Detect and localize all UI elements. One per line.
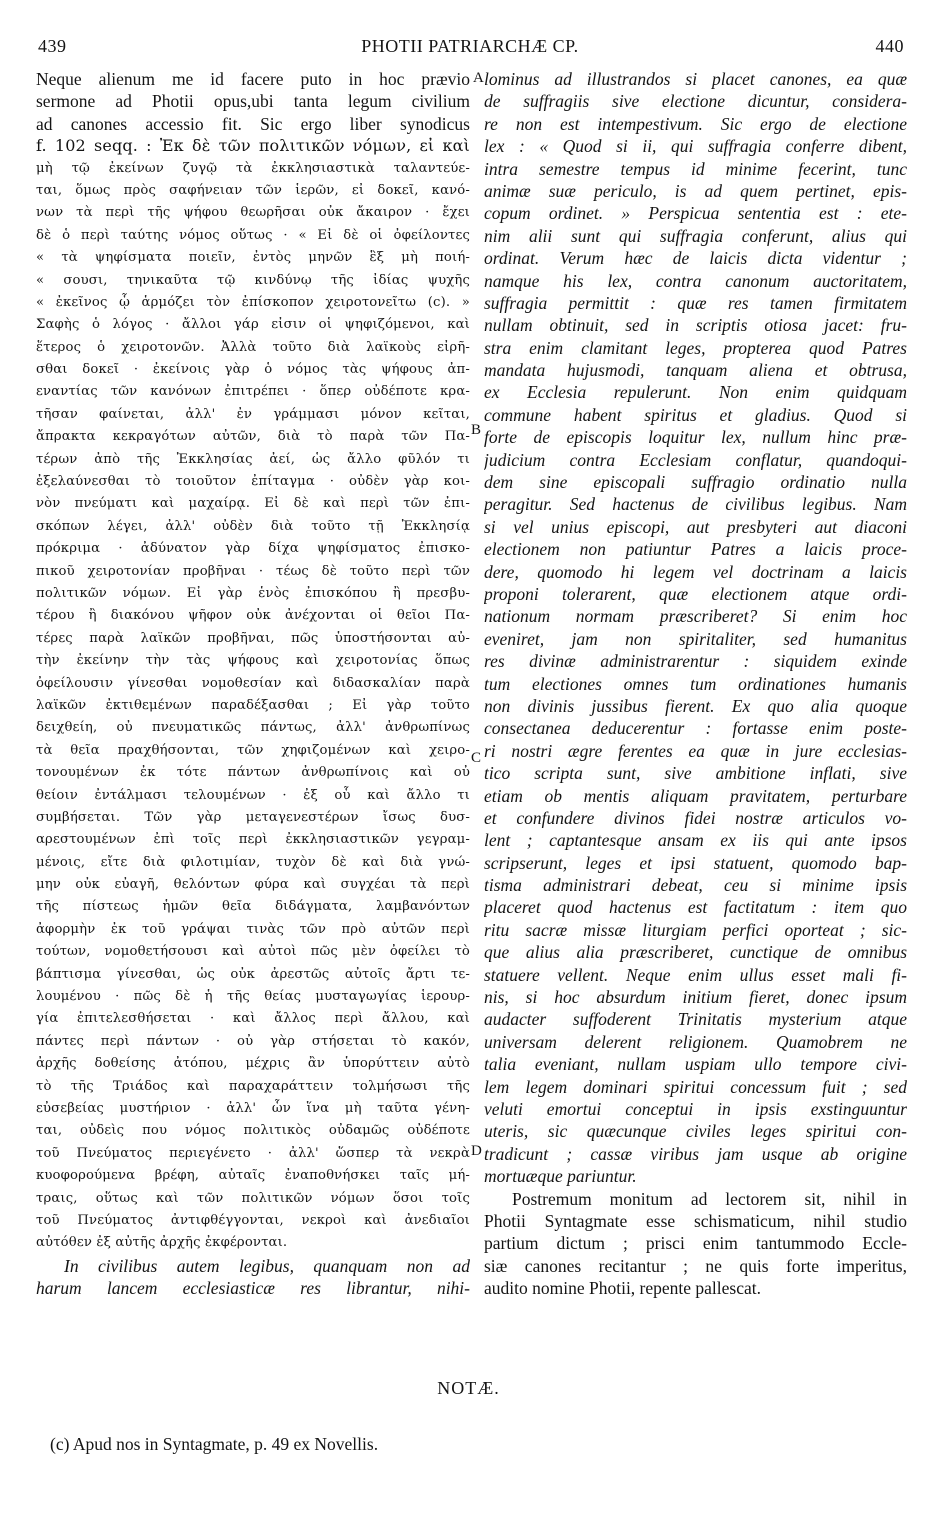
text-line: συμβήσεται. Τῶν γὰρ μεταγενεστέρων ἴσως δυσ- <box>36 809 470 825</box>
page-header <box>36 36 904 62</box>
text-line: τέρων ἀπὸ τῆς Ἐκκλησίας ἀεί, ὡς ἄλλο φῦλόν τι <box>36 451 470 467</box>
text-line: judicium contra Ecclesiam conflatur, quandoqui- <box>484 449 907 470</box>
text-line: Σαφὴς ὁ λόγος · ἄλλοι γάρ εἰσιν οἱ ψηφιζόμενοι, καὶ <box>36 317 470 333</box>
text-line: universam delerent religionem. Quamobrem ne <box>484 1031 907 1052</box>
text-line: nullam obtinuit, sed in scriptis otiosa jacet: fru- <box>484 315 907 336</box>
text-line: tum electiones omnes tum ordinationes humanis <box>484 673 907 694</box>
text-line: βάπτισμα γίνεσθαι, ὡς οὐκ ἀρεστῶς αὐτοῖς ἄρτι τε- <box>36 966 470 982</box>
text-line: τονουμένων ἐκ τότε πάντων ἀνθρωπίνοις καὶ οὐ <box>36 765 470 781</box>
text-line: mortuæque pariuntur. <box>484 1166 637 1187</box>
text-line: nis, si hoc absurdum initium fieret, donec ipsum <box>484 987 907 1008</box>
text-line: tradicunt ; cassæ viribus jam usque ab origine <box>484 1143 907 1164</box>
text-line: ται, ὅμως πρὸς σαφήνειαν τῶν ἱερῶν, εἰ δοκεῖ, κανό- <box>36 182 470 198</box>
text-line: proponi tolerarent, quæ electionem atque ordi- <box>484 583 907 604</box>
text-line: harum lancem ecclesiasticæ res librantur, nihi- <box>36 1278 470 1299</box>
text-line: veluti emortui conceptui in ipsis exstinguuntur <box>484 1098 907 1119</box>
text-line: τοῦ Πνεύματος περιεγένετο · ἀλλ' ὥσπερ τὰ νεκρὰ <box>36 1145 470 1161</box>
text-line: lem legem dominari spiritui concessum fuit ; sed <box>484 1076 907 1097</box>
margin-marker-d: D <box>471 1143 482 1159</box>
text-line: eveniret, jam non spiritaliter, sed humanitus <box>484 628 907 649</box>
text-line: Photii Syntagmate esse schismaticum, nihil studio <box>484 1210 907 1231</box>
text-line: ex Ecclesia repulerunt. Non enim quidquam <box>484 382 907 403</box>
text-line: partium dictum ; prisci enim tantummodo Eccle- <box>484 1233 907 1254</box>
text-line: πάντες περὶ πάντων · οὐ γὰρ στήσεται τὸ κακόν, <box>36 1033 470 1049</box>
text-line: lex : « Quod si ii, qui suffragia conferre dibent, <box>484 136 907 157</box>
text-line: μένοις, εἴτε διὰ φιλοτιμίαν, τυχὸν δὲ καὶ διὰ γνώ- <box>36 854 470 870</box>
text-line: « σουσι, τηνικαῦτα τῷ κινδύνῳ τῆς ἰδίας ψυχῆς <box>36 272 470 288</box>
text-line: suffragia permittit : quæ res tamen firmitatem <box>484 292 907 313</box>
text-line: τέρες παρὰ λαϊκῶν προβῆναι, πῶς ὑποστήσονται αὐ- <box>36 630 470 646</box>
text-line: τὰ θεῖα πραχθήσονται, τῶν χηφιζομένων καὶ χειρο- <box>36 742 470 758</box>
text-line: σθαι δοκεῖ · ἐκείνοις γὰρ ὁ νόμος τὰς ψήφους ἀπ- <box>36 362 470 378</box>
text-line: ἀφορμὴν ἐκ τοῦ γράψαι τινὰς τῶν πρὸ αὐτῶν περὶ <box>36 921 470 937</box>
text-line: f. 102 seqq. : Ἐκ δὲ τῶν πολιτικῶν νόμων, εἰ καὶ <box>36 136 470 156</box>
margin-marker-a: A <box>473 70 484 86</box>
text-line: que alius alia præscriberet, cunctique de omnibus <box>484 942 907 963</box>
text-line: peragitur. Sed hactenus de civilibus legibus. Nam <box>484 494 907 515</box>
text-line: nationum normam præscriberet? Si enim hoc <box>484 606 907 627</box>
text-line: τῆσαν φαίνεται, ἀλλ' ἐν γράμμασι μόνον κεῖται, <box>36 406 470 422</box>
text-line: talia eveniant, nullam uspiam ullo tempore civi- <box>484 1054 907 1075</box>
text-line: τῆς πίστεως ἡμῶν θεῖα διδάγματα, λαμβανόντων <box>36 899 470 915</box>
text-line: mandata hujusmodi, tanquam aliena et obtrusa, <box>484 360 907 381</box>
text-line: de suffragiis sive electione dicuntur, considera- <box>484 91 907 112</box>
footnote-c: (c) Apud nos in Syntagmate, p. 49 ex Novellis. <box>50 1434 379 1454</box>
text-line: ad canones accessio fit. Sic ergo liber synodicus <box>36 113 470 134</box>
text-line: animæ suæ periculo, is ad quem pertinet, epis- <box>484 180 907 201</box>
text-line: « ἐκεῖνος ᾧ ἁρμόζει τὸν ἐπίσκοπον χειροτονεῖτω (c). » <box>36 294 470 310</box>
text-line: λουμένου · πῶς δὲ ἡ τῆς θείας μυσταγωγίας ἱερουρ- <box>36 989 470 1005</box>
right-column <box>484 68 907 1299</box>
text-line: audacter suffoderent Trinitatis mysterium atque <box>484 1009 907 1030</box>
text-line: intra semestre tempus id minime fecerint, tunc <box>484 158 907 179</box>
text-line: consectanea deducerentur : fortasse enim poste- <box>484 718 907 739</box>
text-line: Neque alienum me id facere puto in hoc prævio <box>36 69 470 89</box>
text-line: electionem non patiuntur Patres a laicis proce- <box>484 539 907 560</box>
text-line: εὐσεβείας μυστήριον · ἀλλ' ὧν ἵνα μὴ ταῦτα γένη- <box>36 1100 470 1116</box>
text-line: dem sine episcopali suffragio ordinatio nulla <box>484 472 907 493</box>
text-line: non divinis jussibus fierent. Ex quo alia quoque <box>484 695 907 716</box>
text-line: πολιτικῶν νόμων. Εἰ γὰρ ἑνὸς ἐπισκόπου ἢ πρεσβυ- <box>36 585 470 601</box>
text-line: ritu sacræ missæ liturgiam perfici oporteat ; sic- <box>484 919 907 940</box>
text-line: tisma administrari debeat, ceu si minime ipsis <box>484 875 907 896</box>
text-line: ὀφείλουσιν γίνεσθαι νομοθεσίαν καὶ διδασκαλίαν παρὰ <box>36 675 470 691</box>
text-line: siæ canones recitantur ; ne quis forte imperitus, <box>484 1255 907 1276</box>
text-line: εναντίας τῶν κανόνων ἐπιτρέπει · ὅπερ οὐδέποτε κρα- <box>36 384 470 400</box>
margin-marker-c: C <box>471 750 482 766</box>
text-line: namque his lex, contra canonum auctoritatem, <box>484 270 907 291</box>
notes-heading: NOTÆ. <box>437 1378 500 1398</box>
text-line: τὸ τῆς Τριάδος καὶ παραχαράττειν τολμήσωσι τῆς <box>36 1078 470 1094</box>
page-number-right: 440 <box>875 36 904 56</box>
text-line: scripserunt, leges et ipsi statuent, quomodo bap- <box>484 852 907 873</box>
text-line: αρεστουμένων ἐπὶ τοῖς περὶ ἐκκλησιαστικῶν γεγραμ- <box>36 832 470 848</box>
text-line: νὸν πνεύματι καὶ μαχαίρᾳ. Εἰ δὲ καὶ περὶ τῶν ἐπι- <box>36 496 470 512</box>
text-line: In civilibus autem legibus, quanquam non ad <box>64 1255 470 1276</box>
text-line: lominus ad illustrandos si placet canones, ea quæ <box>484 69 907 89</box>
text-line: θείοιν ἐντάλμασι τελουμένων · ἐξ οὗ καὶ ἄλλο τι <box>36 787 470 803</box>
text-line: uteris, sic quæcunque civiles leges spiritui con- <box>484 1121 907 1142</box>
text-line: lent ; captantesque ansam ex iis qui ante ipsos <box>484 830 907 851</box>
text-line: νων τὰ περὶ τῆς ψήφου θεωρῆσαι οὐκ ἄκαιρον · ἔχει <box>36 205 470 221</box>
text-line: τέρου ἢ διακόνου ψῆφον οὐκ ἀνέχονται οἱ θεῖοι Πα- <box>36 608 470 624</box>
running-title: PHOTII PATRIARCHÆ CP. <box>361 36 579 56</box>
text-line: si vel unius episcopi, aut presbyteri aut diaconi <box>484 516 907 537</box>
text-line: τούτων, νομοθετήσουσι καὶ αὐτοὶ πῶς μὲν ὀφείλει τὸ <box>36 944 470 960</box>
text-line: τοῦ Πνεύματος ἀντιφθέγγονται, νεκροὶ καὶ ἀνεδιαῖοι <box>36 1212 470 1228</box>
text-line: etiam ob mentis aliquam pravitatem, perturbare <box>484 785 907 806</box>
text-line: μὴ τῷ ἐκείνων ζυγῷ τὰ ἐκκλησιαστικὰ ταλαντεύε- <box>36 160 470 176</box>
text-line: ἕτερος ὁ χειροτονῶν. Ἀλλὰ τοῦτο διὰ λαϊκοὺς εἰρῆ- <box>36 339 470 355</box>
text-line: « τὰ ψηφίσματα ποιεῖν, ἐντὸς μηνῶν ἓξ μὴ ποιή- <box>36 250 470 266</box>
text-line: stra enim clamitant leges, propterea quod Patres <box>484 337 907 358</box>
text-line: τραις, οὕτως καὶ τῶν πολιτικῶν νόμων ὅσοι τοῖς <box>36 1190 470 1206</box>
text-line: sermone ad Photii opus,ubi tanta legum civilium <box>36 91 470 112</box>
text-line: πικοῦ χειροτονίαν προβῆναι · τέως δὲ τοῦτο περὶ τῶν <box>36 563 470 579</box>
text-line: μην οὐκ εὐαγῆ, θελόντων φύρα καὶ συγχέαι τὰ περὶ <box>36 877 470 893</box>
text-line: ἐξελαύνεσθαι τὸ τοιοῦτον ἐπίταγμα · οὐδὲν γὰρ κοι- <box>36 474 470 490</box>
text-line: nim alii sunt qui suffragia conferunt, alius qui <box>484 225 907 246</box>
text-line: audito nomine Photii, repente pallescat. <box>484 1278 762 1299</box>
text-line: δειχθείη, οὐ πνευματικῶς πάντως, ἀλλ' ἀνθρωπίνως <box>36 720 470 736</box>
text-line: κυοφορούμενα βρέφη, αὐταῖς ἐναποθνήσκει ταῖς μή- <box>36 1168 470 1184</box>
text-line: ri nostri ægre ferentes ea quæ in jure ecclesias- <box>484 740 907 761</box>
text-line: δὲ ὁ περὶ ταύτης νόμος οὕτως · « Εἰ δὲ οἱ ὀφείλοντες <box>36 227 470 243</box>
text-line: λαϊκῶν ἐκτιθεμένων παραδέξασθαι ; Εἰ γὰρ τοῦτο <box>36 697 470 713</box>
text-line: Postremum monitum ad lectorem sit, nihil in <box>512 1188 907 1209</box>
text-line: dere, quomodo hi legem vel doctrinam a laicis <box>484 561 907 582</box>
text-line: forte de episcopis loquitur lex, nullum hinc præ- <box>484 427 907 448</box>
text-line: re non est intempestivum. Sic ergo de electione <box>484 113 907 134</box>
text-line: ἄπρακτα κεκραγότων αὐτῶν, διὰ τὸ παρὰ τῶν Πα- <box>36 429 470 445</box>
text-line: ται, οὐδεὶς που νόμος πολιτικὸς οὐδαμῶς οὐδέποτε <box>36 1123 470 1139</box>
text-line: πρόκριμα · ἀδύνατον γὰρ δίχα ψηφίσματος ἐπισκο- <box>36 541 470 557</box>
page-number-left: 439 <box>38 36 67 56</box>
text-line: γία ἐπιτελεσθήσεται · καὶ ἄλλος περὶ ἄλλου, καὶ <box>36 1011 470 1027</box>
text-line: ordinat. Verum hæc de laicis dicta videntur ; <box>484 248 907 269</box>
text-line: placeret quod hactenus est factitatum : item quo <box>484 897 907 918</box>
text-line: et confundere divinos fidei nostræ articulos vo- <box>484 807 907 828</box>
text-line: τὴν ἐκείνην τὴν τὰς ψήφους καὶ χειροτονίας ὅπως <box>36 653 470 669</box>
left-column <box>36 68 470 1299</box>
text-line: res divinæ administrarentur : siquidem exinde <box>484 651 907 672</box>
text-line: commune habent spiritus et gladius. Quod si <box>484 404 907 425</box>
text-line: αὐτόθεν ἐξ αὐτῆς ἀρχῆς ἐκφέρονται. <box>36 1235 288 1251</box>
text-line: ἀρχῆς δοθείσης ἀτόπου, μέχρις ἂν ὑπορύττειν αὐτὸ <box>36 1056 470 1072</box>
text-line: σκόπων λέγει, ἀλλ' οὐδὲν διὰ τοῦτο τῇ Ἐκκλησίᾳ <box>36 518 470 534</box>
text-line: tico scripta sunt, sive ambitione inflati, sive <box>484 763 907 784</box>
text-line: copum ordinet. » Perspicua sententia est : ete- <box>484 203 907 224</box>
text-line: statuere vellent. Neque enim ullus esset mali fi- <box>484 964 907 985</box>
margin-marker-b: B <box>471 422 482 438</box>
